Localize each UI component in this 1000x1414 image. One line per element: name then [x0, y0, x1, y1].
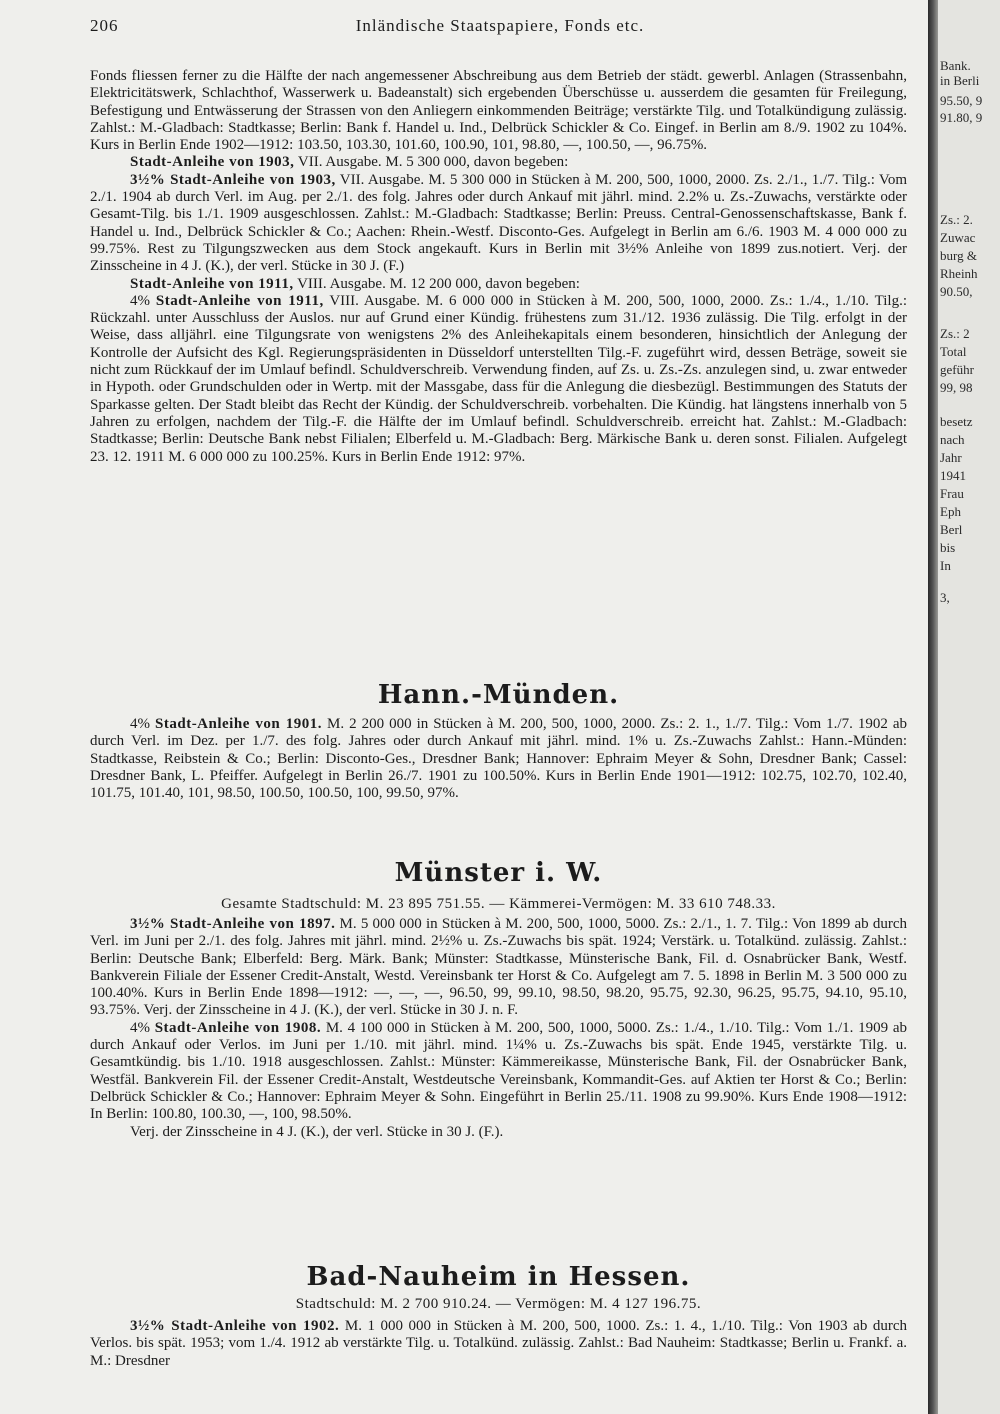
edge-fragment: 90.50, — [940, 284, 973, 299]
bad-nauheim-loan-text: M. 1 000 000 in Stücken à M. 200, 500, 1000. Zs.: 1. 4., 1./10. Tilg.: Von 1903 ab durch Verlos. bis spät. 1953; vom 1./4. 1912 ab verstärkte Tilg. u. Totalkünd. zulässig. Zahlst.: Bad Nauheim: Stadtkasse; Berlin u. Frankf. a. M.: Dresdner — [90, 1318, 908, 1369]
edge-fragment: In — [940, 558, 951, 573]
bad-nauheim-rate: 3½% — [130, 1318, 172, 1334]
edge-fragment: 3, — [940, 590, 950, 605]
loan-1911-heading-rest: VIII. Ausgabe. M. 12 200 000, davon begeben: — [297, 275, 580, 292]
continuation-paragraph: Fonds fliessen ferner zu die Hälfte der nach angemessener Abschreibung aus dem Betrieb der städt. gewerbl. Anlagen (Strassenbahn, Elektricitätswerk, Schlachthof, Wasserwerk u. Badeanstalt) sich ergebenden Überschüsse u. ausserdem die gesamten für Freilegung, Befestigung und Entwässerung der Strassen von den Anliegern einkommenden Beiträge; verstärkte Tilg. und Totalkündigung zulässig. Zahlst.: M.-Gladbach: Stadtkasse; Berlin: Bank f. Handel u. Ind., Delbrück Schickler & Co. Eingef. in Berlin am 8./9. 1902 zu 104%. Kurs in Berlin Ende 1902—1912: 103.50, 103.30, 101.60, 100.90, 101, 98.80, —, 100.50, —, 96.75%. — [90, 68, 907, 154]
bad-nauheim-loan-paragraph — [90, 1318, 907, 1370]
muenster-1908-text: M. 4 100 000 in Stücken à M. 200, 500, 1000, 5000. Zs.: 1./4., 1./10. Tilg.: Vom 1./1. 1909 ab durch Ankauf oder Verlos. im Juni per 1./10. mit jährl. mind. 1¼% u. Zs.-Zuwachs bis spät. Ende 1945, verstärkte Tilg. u. Gesamtkündig. bis 1./10. 1918 ausgeschlossen. Zahlst.: Münster: Kämmereikasse, Münsterische Bank, Fil. der Osnabrücker Bank, Westfäl. Bankverein Fil. der Essener Credit-Anstalt, Westdeutsche Vereinsbank, Kommandit-Ges. auf Aktien ter Horst & Co.; Berlin: Delbrück Schickler & Co.; Hannover: Ephraim Meyer & Sohn. Eingeführt in Berlin 25./11. 1908 zu 99.90%. Kurs Ende 1908—1912: In Berlin: 100.80, 100.30, —, 100, 98.50%. — [90, 1019, 907, 1123]
edge-fragment: Eph — [940, 504, 961, 519]
loan-1911-heading-title: Stadt-Anleihe von 1911, — [130, 275, 294, 292]
muenster-loan-1908-paragraph — [90, 1020, 907, 1124]
loan-1911-text: VIII. Ausgabe. M. 6 000 000 in Stücken à M. 200, 500, 1000, 2000. Zs.: 1./4., 1./10. Tilg.: Rückzahl. unter Ausschluss der Auslos. nur auf Grund einer Kündig. frühestens zum 31./12. 1936 zulässig. Die Tilg. erfolgt in der Weise, dass alljährl. eine Tilgungsrate von wenigstens 2% des Anleihekapitals einem besonderen, hinsichtlich der Anlegung der Kontrolle der Aufsicht des Kgl. Regierungspräsidenten in Düsseldorf unterstellten Tilg.-F. zugeführt wird, dessen Beträge, soweit sie nicht zum Rückkauf der im Umlauf befindl. Schuldverschreib. Verwendung finden, auf Zs. u. Zs.-Zs. anzulegen sind, u. zwar entweder in Hypoth. oder Grundschulden oder in Wertp. mit der Massgabe, dass für die Anlegung die diesbezügl. Bestimmungen des Statuts der Sparkasse gelten. Der Stadt bleibt das Recht der Kündig. der Schuldverschreib. vorbehalten. Die Kündig. hat längstens innerhalb von 5 Jahren zu erfolgen, nachdem der Tilg.-F. die Hälfte der im Umlauf befindl. Schuldverschreib. erreicht hat. Zahlst.: M.-Gladbach: Stadtkasse; Berlin: Deutsche Bank nebst Filialen; Elberfeld u. M.-Gladbach: Berg. Märkische Bank u. deren sonst. Filialen. Aufgelegt 23. 12. 1911 M. 6 000 000 zu 100.25%. Kurs in Berlin Ende 1912: 97%. — [90, 292, 908, 465]
muenster-loan-1897-paragraph — [90, 916, 907, 1020]
edge-fragment: Zs.: 2 — [940, 326, 970, 341]
edge-fragment: bis — [940, 540, 956, 555]
running-header — [90, 16, 910, 40]
edge-fragment: Berl — [940, 522, 963, 537]
edge-fragment: Bank. — [940, 58, 971, 73]
edge-fragment: geführ — [940, 362, 974, 377]
hann-muenden-loan-title: Stadt-Anleihe von 1901. — [155, 716, 322, 732]
section-hann-muenden — [90, 716, 907, 802]
hann-muenden-loan-text: M. 2 200 000 in Stücken à M. 200, 500, 1000, 2000. Zs.: 2. 1., 1./7. Tilg.: Vom 1./7. 1902 ab durch Verl. im Dez. per 1./7. des folg. Jahres oder durch Ankauf mit jährl. mind. 1% u. Zs.-Zuwachs Zahlst.: Hann.-Münden: Stadtkasse, Reibstein & Co.; Berlin: Disconto-Ges., Dresdner Bank; Hannover: Ephraim Meyer & Sohn, Dresdner Bank; Cassel: Dresdner Bank, L. Pfeiffer. Aufgelegt in Berlin 26./7. 1901 zu 100.50%. Kurs in Berlin Ende 1901—1912: 102.75, 102.70, 102.40, 101.75, 101.40, 101, 98.50, 100.50, 100.50, 100, 99.50, 97%. — [90, 716, 908, 802]
loan-1911-title: Stadt-Anleihe von 1911, — [155, 292, 324, 309]
muenster-verj: Verj. der Zinsscheine in 4 J. (K.), der verl. Stücke in 30 J. (F.). — [130, 1123, 504, 1140]
muenster-summary: Gesamte Stadtschuld: M. 23 895 751.55. — Kämmerei-Vermögen: M. 33 610 748.33. — [221, 896, 776, 912]
hann-muenden-rate: 4% — [130, 716, 156, 732]
book-gutter — [928, 0, 938, 1414]
edge-fragment: besetz — [940, 414, 973, 429]
loan-1903-heading-rest: VII. Ausgabe. M. 5 300 000, davon begeben: — [297, 154, 569, 171]
muenster-1897-text: M. 5 000 000 in Stücken à M. 200, 500, 1000, 5000. Zs.: 2./1., 1. 7. Tilg.: Von 1899 ab durch Verl. im Juni per 2./1. des folg. Jahres mit jährl. mind. 2½% u. Zs.-Zuwachs bis spät. 1924; Verstärk. u. Totalkünd. zulässig. Zahlst.: Berlin: Deutsche Bank; Elberfeld: Berg. Märk. Bank; Münster: Stadtkasse, Münsterische Bank, Fil. d. Osnabrücker Bank, Westf. Bankverein Filiale der Essener Credit-Anstalt, Westd. Vereinsbank ter Horst & Co. Aufgelegt am 7. 5. 1898 in Berlin M. 3 500 000 zu 100.40%. Kurs in Berlin Ende 1898—1912: —, —, —, 96.50, 99, 99.10, 98.50, 98.20, 95.75, 92.30, 96.25, 95.75, 94.10, 95.10, 93.75%. Verj. der Zinsscheine in 4 J. (K.), der verl. Stücke in 30 J. n. F. — [90, 916, 908, 1019]
edge-fragment: 91.80, 9 — [940, 110, 983, 125]
loan-1911-rate: 4% — [130, 292, 156, 309]
adjacent-page-edge — [938, 0, 1000, 1414]
muenster-1908-title: Stadt-Anleihe von 1908. — [154, 1019, 322, 1036]
edge-fragment: in Berli — [940, 73, 980, 88]
loan-1911-paragraph — [90, 293, 907, 466]
muenster-1897-title: Stadt-Anleihe von 1897. — [169, 916, 336, 932]
edge-fragment: Jahr — [940, 450, 962, 465]
loan-1903-paragraph — [90, 172, 907, 276]
section-bad-nauheim — [90, 1318, 907, 1370]
city-heading-bad-nauheim: Bad-Nauheim in Hessen. — [306, 1262, 691, 1292]
edge-fragment: Total — [940, 344, 967, 359]
edge-fragment: burg & — [940, 248, 977, 263]
loan-1903-heading-title: Stadt-Anleihe von 1903, — [130, 154, 295, 171]
city-heading-hann-muenden: Hann.-Münden. — [377, 680, 620, 710]
muenster-1897-rate: 3½% — [130, 916, 170, 932]
bad-nauheim-summary: Stadtschuld: M. 2 700 910.24. — Vermögen: M. 4 127 196.75. — [295, 1296, 702, 1312]
edge-fragment: 1941 — [940, 468, 966, 483]
edge-fragment: 99, 98 — [940, 380, 973, 395]
header-title: Inländische Staatspapiere, Fonds etc. — [355, 16, 645, 35]
edge-fragment: Zs.: 2. — [940, 212, 973, 227]
muenster-1908-rate: 4% — [130, 1019, 155, 1036]
edge-fragment: nach — [940, 432, 965, 447]
loan-1903-title: Stadt-Anleihe von 1903, — [170, 171, 336, 188]
bad-nauheim-loan-title: Stadt-Anleihe von 1902. — [171, 1318, 340, 1334]
city-heading-muenster: Münster i. W. — [394, 858, 603, 888]
edge-fragment: 95.50, 9 — [940, 93, 983, 108]
loan-1911-heading — [90, 276, 907, 293]
loan-1903-rate: 3½% — [130, 171, 171, 188]
hann-muenden-loan-paragraph — [90, 716, 907, 802]
edge-fragment: Frau — [940, 486, 964, 501]
section-muenster — [90, 916, 907, 1141]
loan-1903-heading — [90, 154, 907, 171]
edge-fragment: Zuwac — [940, 230, 976, 245]
page-number: 206 — [90, 16, 119, 35]
edge-fragment: Rheinh — [940, 266, 978, 281]
section-mgladbach — [90, 68, 907, 466]
loan-1903-text: VII. Ausgabe. M. 5 300 000 in Stücken à M. 200, 500, 1000, 2000. Zs. 2./1., 1./7. Tilg.: Vom 2./1. 1904 ab durch Verl. im Aug. per 2./1. des folg. Jahres oder durch Ankauf mit jährl. mind. 2.2% u. Zs.-Zuwachs, verstärkte oder Gesamt-Tilg. bis 1./1. 1909 ausgeschlossen. Zahlst.: M.-Gladbach: Stadtkasse; Berlin: Preuss. Central-Genossenschaftskasse, Bank f. Handel u. Ind., Delbrück Schickler & Co.; Aachen: Rhein.-Westf. Disconto-Ges. Aufgelegt in Berlin am 6./6. 1903 M. 4 000 000 zu 99.75%. Rest zu Tilgungszwecken aus dem Stock angekauft. Kurs in Berlin mit 3½% Anleihe von 1899 zus.notiert. Verj. der Zinsscheine in 4 J. (K.), der verl. Stücke in 30 J. (F.) — [90, 171, 907, 275]
